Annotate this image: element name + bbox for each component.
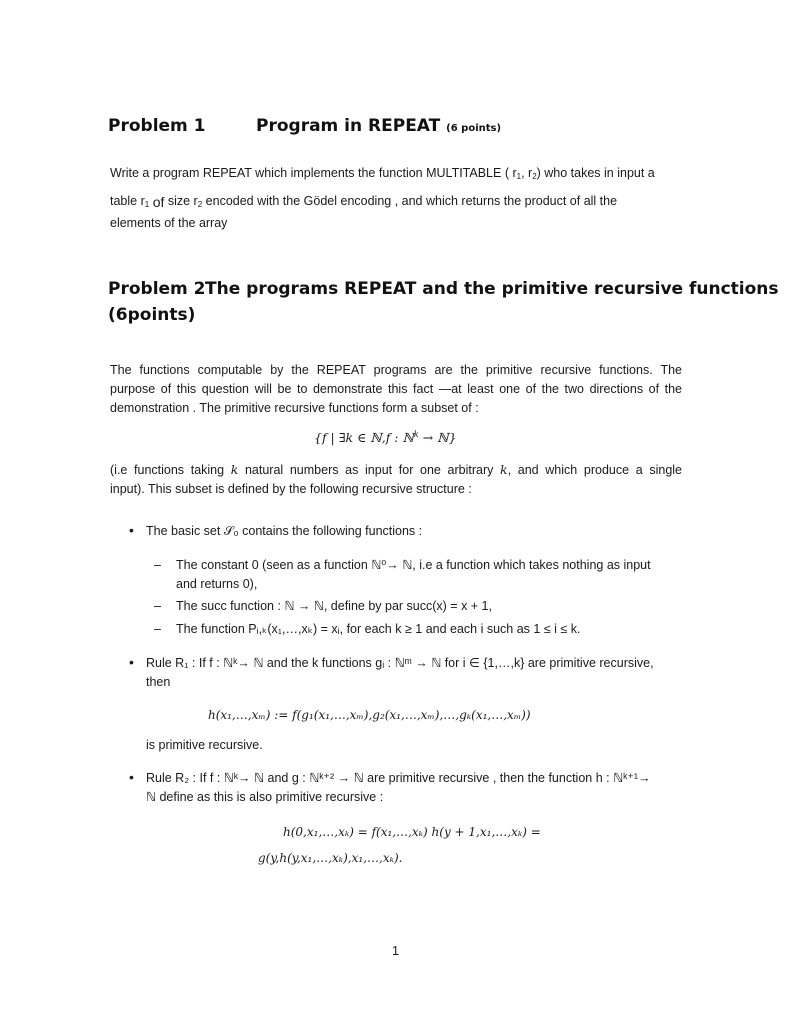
problem1-line1-text: Write a program REPEAT which implements the function MULTITABLE ( r: [110, 166, 517, 180]
problem2-label: Problem 2: [108, 279, 206, 299]
problem1-l2-sub2: 2: [197, 200, 203, 209]
page-number: 1: [392, 944, 399, 958]
rule2-formula-line2: g(y,h(y,x₁,…,xₖ),x₁,…,xₖ).: [258, 851, 403, 865]
problem2-title: The programs REPEAT and the primitive recursive functions: [205, 279, 779, 299]
sub-item-projection: The function Pᵢ,ₖ(x₁,…,xₖ) = xᵢ, for each k ≥ 1 and each i such as 1 ≤ i ≤ k.: [176, 622, 581, 636]
set-formula-sup: k: [413, 430, 419, 439]
problem1-line2: [110, 191, 682, 210]
problem1-line3: elements of the array: [110, 216, 228, 230]
problem1-title-text: Program in REPEAT: [256, 116, 441, 136]
sub-item-constant-cont: and returns 0),: [176, 577, 258, 591]
para2-k: k: [230, 462, 239, 477]
para2-line1: [110, 461, 682, 479]
problem1-line2-rest: encoded with the Gödel encoding , and which returns the product of all the: [205, 194, 618, 208]
bullet-dot: •: [129, 769, 134, 785]
para2-line2: input). This subset is defined by the following recursive structure :: [110, 482, 472, 496]
set-formula-end: → ℕ}: [418, 430, 457, 445]
problem1-label: Problem 1: [108, 116, 206, 136]
problem2-title-cont: (6points): [108, 305, 196, 325]
para1-line2: purpose of this question will be to demonstrate this fact —at least one of the two directions of the: [110, 382, 682, 396]
problem1-title: [256, 116, 501, 136]
problem1-of: of: [152, 194, 165, 210]
dash-icon: –: [154, 558, 161, 572]
problem1-size-r: size r: [167, 194, 198, 208]
problem1-r2-sub: 2: [532, 172, 537, 181]
dash-icon: –: [154, 622, 161, 636]
rule2-formula-line1: h(0,x₁,…,xₖ) = f(x₁,…,xₖ) h(y + 1,x₁,…,xₖ) =: [283, 825, 541, 839]
bullet-dot: •: [129, 654, 134, 670]
rule1-line3: is primitive recursive.: [146, 738, 263, 752]
rule1-line1: Rule R₁ : If f : ℕᵏ→ ℕ and the k functions gᵢ : ℕᵐ → ℕ for i ∈ {1,…,k} are primitive recursive,: [146, 656, 654, 670]
problem1-r1-sub: 1: [516, 172, 522, 181]
para2-c: , and which produce a single: [507, 463, 682, 477]
problem1-table-r: table r: [110, 194, 145, 208]
bullet-dot: •: [129, 522, 134, 538]
rule2-line2: ℕ define as this is also primitive recursive :: [146, 790, 384, 804]
sub-item-constant: The constant 0 (seen as a function ℕ⁰→ ℕ, i.e a function which takes nothing as input: [176, 558, 651, 572]
rule2-line1: Rule R₂ : If f : ℕᵏ→ ℕ and g : ℕᵏ⁺² → ℕ are primitive recursive , then the function h : ℕᵏ⁺¹→: [146, 771, 651, 785]
problem1-line1-end: ) who takes in input a: [536, 166, 655, 180]
basic-set-text: The basic set 𝒮₀ contains the following functions :: [146, 524, 423, 538]
rule1-line2: then: [146, 675, 171, 689]
para1-line3: demonstration . The primitive recursive functions form a subset of :: [110, 401, 479, 415]
problem1-comma: , r: [521, 166, 533, 180]
dash-icon: –: [154, 599, 161, 613]
para2-k2: k: [500, 462, 508, 477]
para2-a: (i.e functions taking: [110, 463, 231, 477]
problem1-l2-sub1: 1: [144, 200, 150, 209]
para1-line1: The functions computable by the REPEAT programs are the primitive recursive functions. The: [110, 363, 682, 377]
problem1-points: (6 points): [446, 123, 502, 134]
rule1-formula: h(x₁,…,xₘ) := f(g₁(x₁,…,xₘ),g₂(x₁,…,xₘ),…,gₖ(x₁,…,xₘ)): [208, 708, 531, 722]
set-formula-main: {f | ∃k ∈ ℕ,f : ℕ: [314, 430, 414, 445]
problem1-line1: [110, 164, 655, 182]
set-formula: [314, 429, 457, 447]
para2-b: natural numbers as input for one arbitrary: [238, 463, 501, 477]
sub-item-succ: The succ function : ℕ → ℕ, define by par succ(x) = x + 1,: [176, 599, 492, 613]
